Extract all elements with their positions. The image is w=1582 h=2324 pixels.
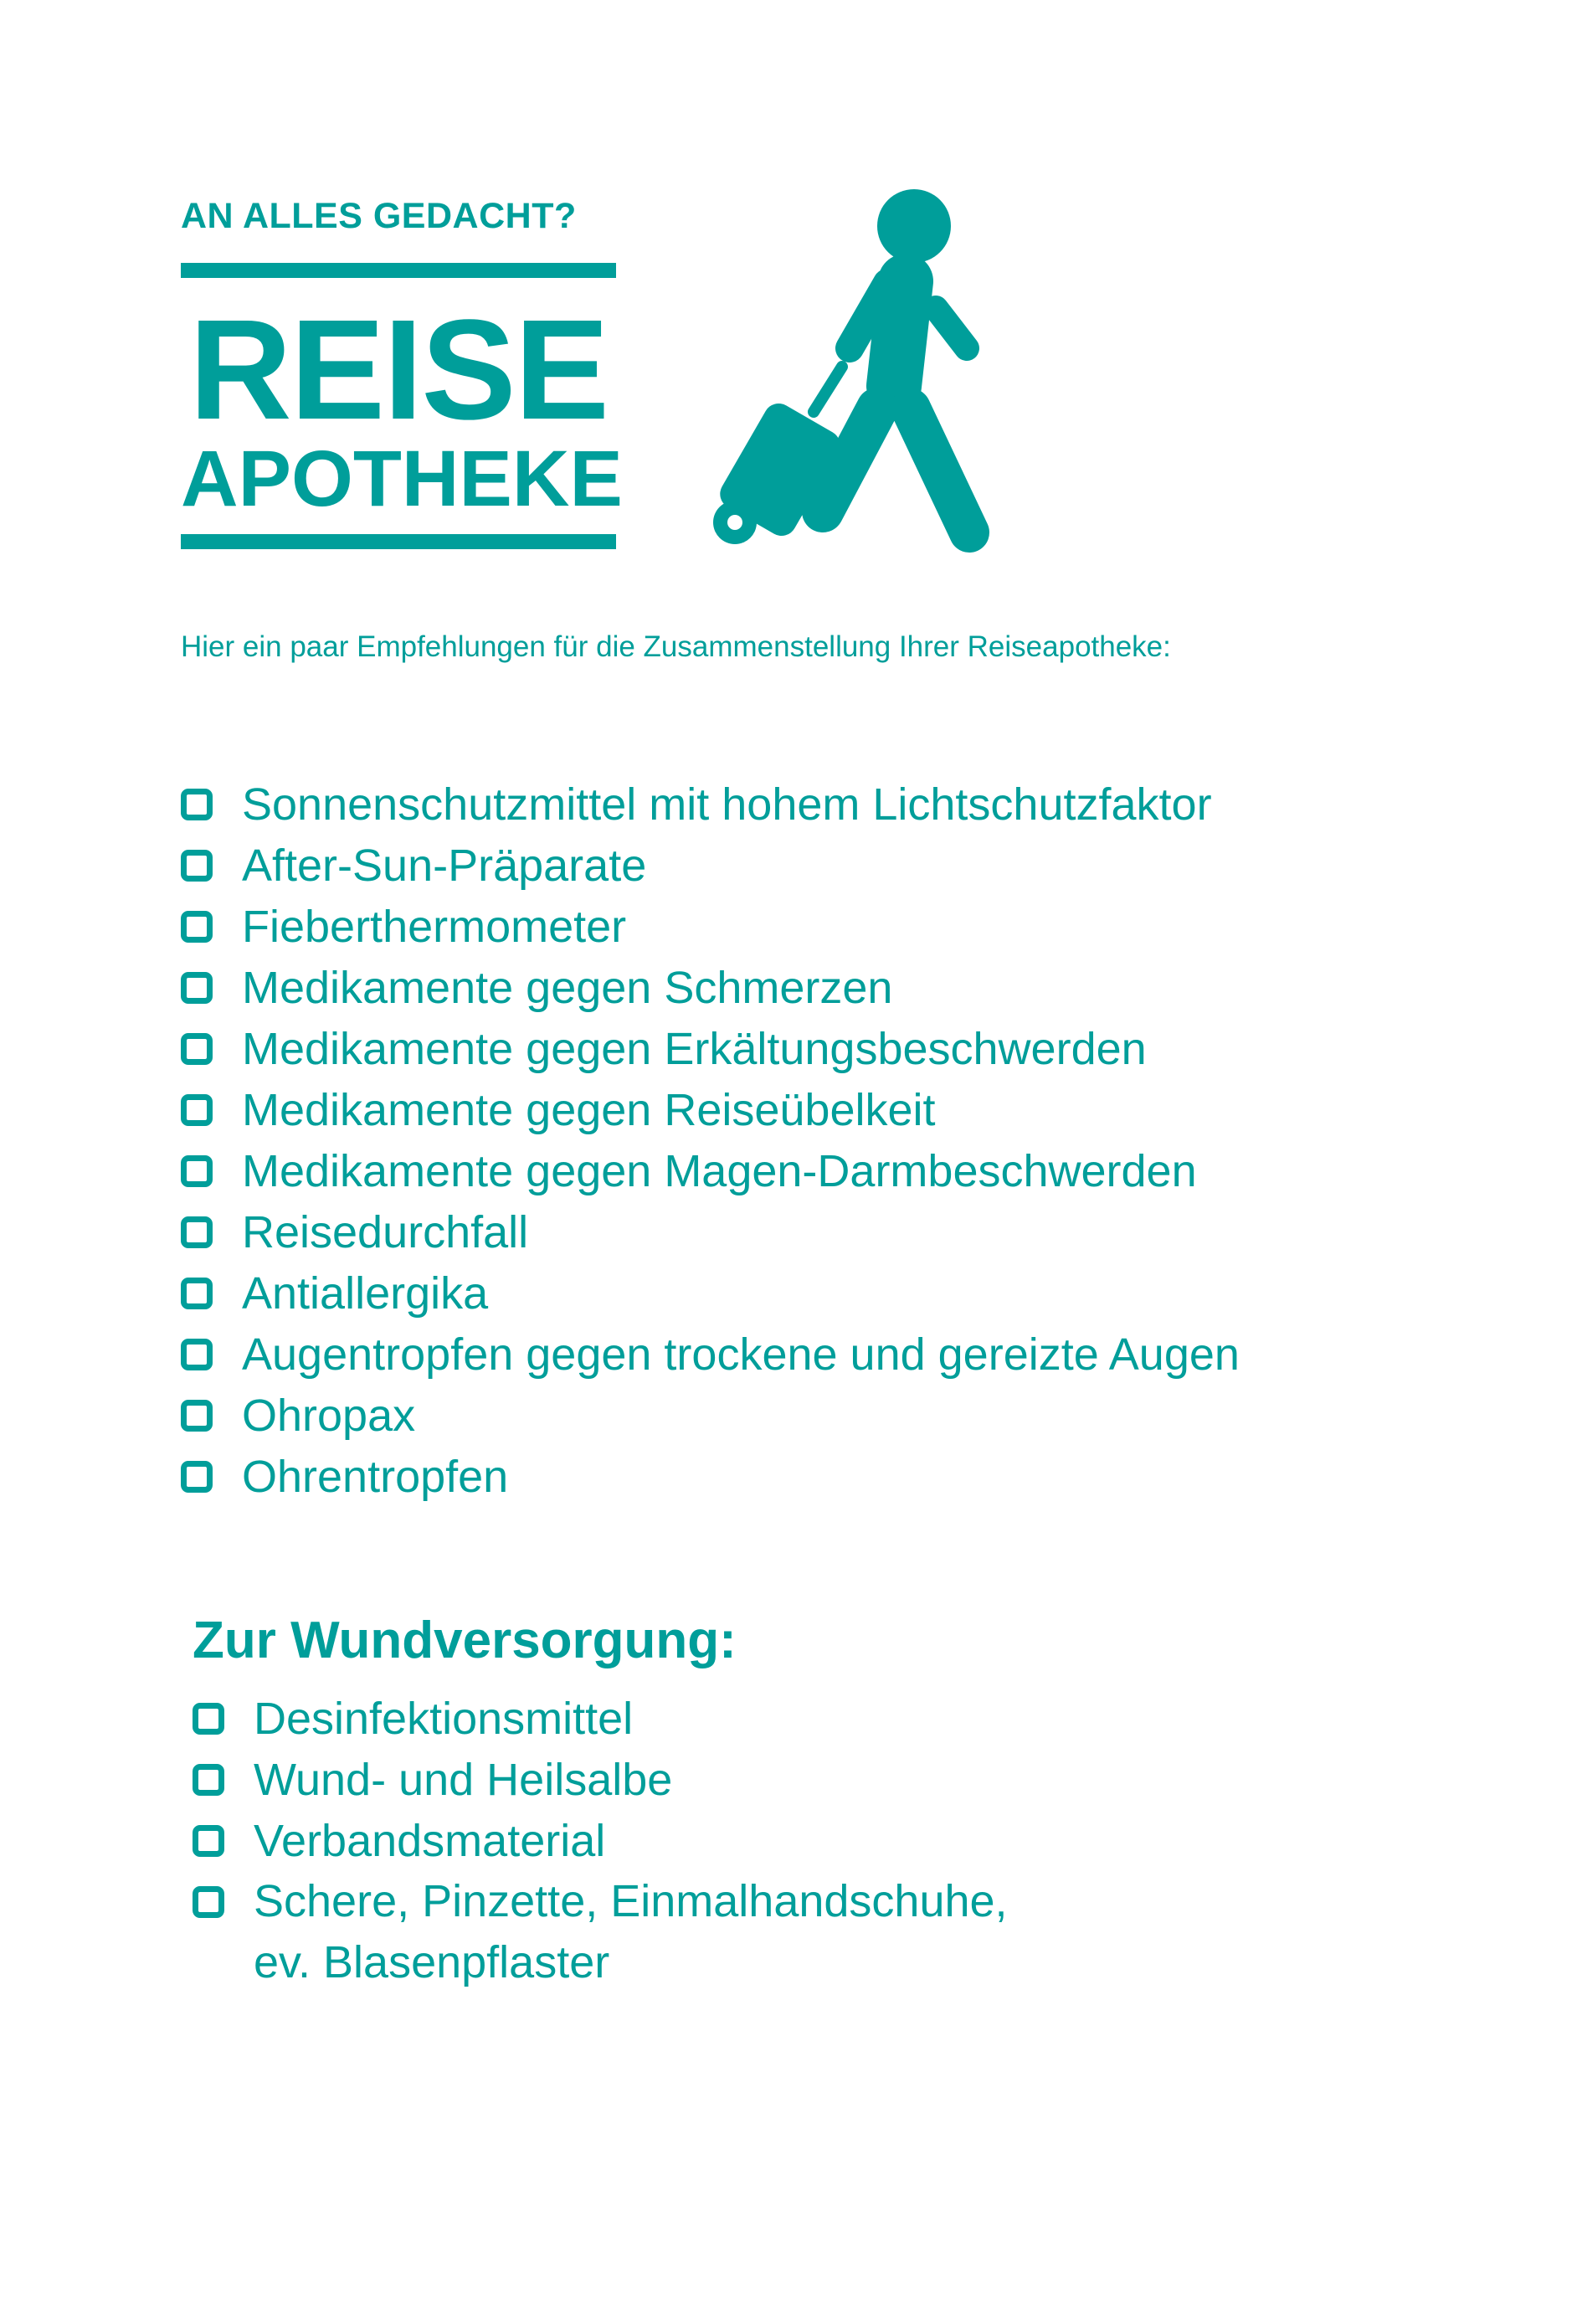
checkbox-icon[interactable] xyxy=(181,911,213,943)
wound-item-label: Verbandsmaterial xyxy=(254,1815,606,1866)
checkbox-icon[interactable] xyxy=(181,850,213,882)
checkbox-icon[interactable] xyxy=(193,1886,224,1918)
checklist-item[interactable] xyxy=(181,774,1240,835)
checklist-item[interactable] xyxy=(181,1324,1240,1385)
checkbox-icon[interactable] xyxy=(181,1400,213,1432)
wound-item-label xyxy=(254,1871,1008,1993)
checkbox-icon[interactable] xyxy=(181,789,213,820)
header-block xyxy=(181,191,623,549)
top-divider xyxy=(181,263,616,278)
checklist-item[interactable] xyxy=(181,1140,1240,1201)
wound-item-line-1: Schere, Pinzette, Einmalhandschuhe, xyxy=(254,1876,1008,1926)
checklist-item-label: Augentropfen gegen trockene und gereizte Augen xyxy=(242,1329,1240,1380)
checklist-item[interactable] xyxy=(181,896,1240,957)
checkbox-icon[interactable] xyxy=(181,1094,213,1126)
checklist-item[interactable] xyxy=(181,1079,1240,1140)
checkbox-icon[interactable] xyxy=(181,1278,213,1309)
wound-item[interactable] xyxy=(193,1688,1008,1749)
wound-item[interactable] xyxy=(193,1749,1008,1810)
checklist-item[interactable] xyxy=(181,835,1240,896)
bottom-divider xyxy=(181,534,616,549)
checkbox-icon[interactable] xyxy=(181,1339,213,1370)
wound-item-label: Wund- und Heilsalbe xyxy=(254,1754,673,1805)
checklist-item-label: Medikamente gegen Schmerzen xyxy=(242,962,893,1013)
title-reise: REISE xyxy=(188,290,609,450)
title-apotheke: APOTHEKE xyxy=(181,434,623,523)
checklist-item-label: Antiallergika xyxy=(242,1267,489,1319)
checklist-wound xyxy=(193,1688,1008,1993)
checkbox-icon[interactable] xyxy=(181,1461,213,1493)
checkbox-icon[interactable] xyxy=(193,1703,224,1735)
checklist-item-label: Medikamente gegen Reiseübelkeit xyxy=(242,1084,936,1135)
checklist-item-label: Reisedurchfall xyxy=(242,1206,529,1257)
checklist-item-label: Medikamente gegen Erkältungsbeschwerden xyxy=(242,1023,1147,1074)
checklist-item-label: Medikamente gegen Magen-Darmbeschwerden xyxy=(242,1145,1197,1196)
traveler-with-suitcase-icon xyxy=(686,189,1013,558)
checkbox-icon[interactable] xyxy=(181,1033,213,1065)
checklist-item[interactable] xyxy=(181,1018,1240,1079)
checkbox-icon[interactable] xyxy=(193,1764,224,1796)
checklist-item-label: Sonnenschutzmittel mit hohem Lichtschutzfaktor xyxy=(242,779,1212,830)
checkbox-icon[interactable] xyxy=(181,972,213,1004)
kicker-heading: AN ALLES GEDACHT? xyxy=(181,196,577,236)
checklist-main xyxy=(181,774,1240,1507)
checklist-item-label: After-Sun-Präparate xyxy=(242,840,647,891)
wound-item[interactable] xyxy=(193,1810,1008,1871)
checklist-item-label: Ohrentropfen xyxy=(242,1451,509,1502)
wound-item[interactable] xyxy=(193,1871,1008,1993)
checklist-item[interactable] xyxy=(181,1446,1240,1507)
intro-text: Hier ein paar Empfehlungen für die Zusammenstellung Ihrer Reiseapotheke: xyxy=(181,630,1171,663)
checklist-item[interactable] xyxy=(181,1262,1240,1324)
wound-item-label: Desinfektionsmittel xyxy=(254,1693,634,1744)
checkbox-icon[interactable] xyxy=(181,1155,213,1187)
checklist-item-label: Fieberthermometer xyxy=(242,901,627,952)
wound-section-title: Zur Wundversorgung: xyxy=(193,1612,737,1669)
checklist-item-label: Ohropax xyxy=(242,1390,416,1441)
checklist-item[interactable] xyxy=(181,1385,1240,1446)
checkbox-icon[interactable] xyxy=(193,1825,224,1857)
checklist-item[interactable] xyxy=(181,957,1240,1018)
checkbox-icon[interactable] xyxy=(181,1216,213,1248)
wound-item-line-2: ev. Blasenpflaster xyxy=(254,1937,610,1987)
checklist-item[interactable] xyxy=(181,1201,1240,1262)
